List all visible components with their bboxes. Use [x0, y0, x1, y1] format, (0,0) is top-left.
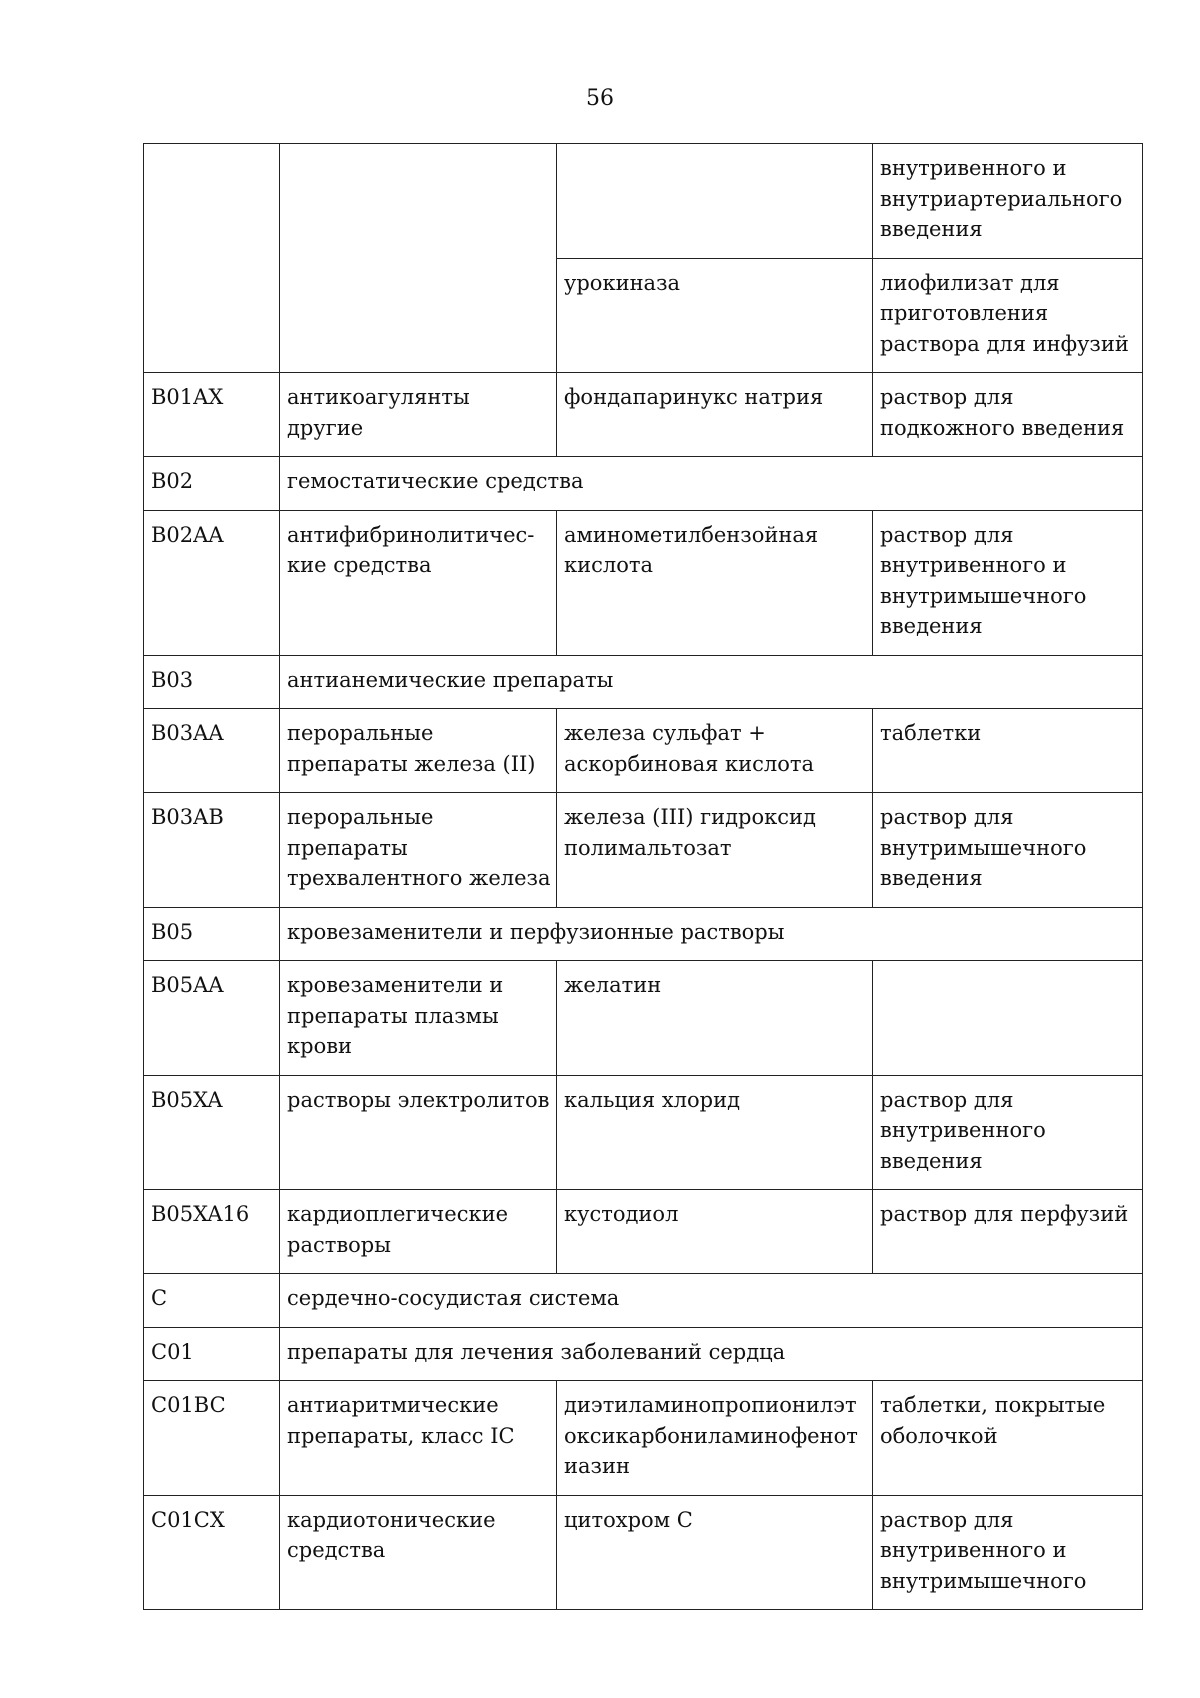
category-name-cell-line: гемостатические средства: [287, 469, 584, 493]
drug-name-cell: [557, 258, 873, 373]
pharmacological-group-cell: [280, 793, 557, 908]
pharmacological-group-cell-line: препараты плазмы: [287, 1003, 499, 1028]
pharmacological-group-cell-line: трехвалентного железа: [287, 866, 551, 890]
pharmacological-group-cell-line: антиаритмические: [287, 1393, 499, 1417]
dosage-form-cell-line: раствор для: [880, 1087, 1014, 1112]
pharmacological-group-cell-line: препараты: [287, 835, 408, 860]
atc-code-cell: [144, 1190, 280, 1274]
dosage-form-cell-line: раствора для инфузий: [880, 331, 1129, 356]
drug-name-cell: [557, 1075, 873, 1190]
atc-code-cell: [144, 1075, 280, 1190]
drug-name-cell-line: диэтиламинопропионилэт: [564, 1393, 857, 1417]
atc-code-cell: [144, 709, 280, 793]
atc-code-cell-line: B03AB: [151, 805, 224, 829]
drug-name-cell: [557, 1381, 873, 1496]
category-name-cell-line: кровезаменители и перфузионные растворы: [287, 919, 785, 944]
pharmacological-group-cell-line: растворы: [287, 1232, 391, 1257]
atc-code-cell-line: B05AA: [151, 973, 224, 997]
pharmacological-group-cell-line: кие средства: [287, 553, 432, 577]
atc-code-cell: [144, 373, 280, 457]
dosage-form-cell-line: введения: [880, 1148, 983, 1173]
category-name-cell: [280, 1274, 1143, 1328]
atc-code-cell: [144, 907, 280, 961]
drug-name-cell: [557, 373, 873, 457]
atc-code-cell: [144, 793, 280, 908]
dosage-form-cell: [873, 258, 1143, 373]
pharmacological-group-cell-line: кардиотонические: [287, 1507, 496, 1532]
pharmacological-group-cell: [280, 1190, 557, 1274]
pharmacological-group-cell-line: антикоагулянты: [287, 385, 470, 409]
dosage-form-cell-line: внутривенного и: [880, 1538, 1067, 1562]
atc-code-cell-line: C01CX: [151, 1507, 225, 1532]
drug-name-cell: [557, 1495, 873, 1610]
drug-name-cell-line: полимальтозат: [564, 835, 732, 860]
table-row: [144, 144, 1143, 259]
pharmacological-group-cell: [280, 1381, 557, 1496]
table-row: [144, 709, 1143, 793]
dosage-form-cell-line: введения: [880, 217, 983, 241]
dosage-form-cell-line: раствор для: [880, 805, 1014, 829]
pharmacological-group-cell: [280, 961, 557, 1076]
dosage-form-cell-line: внутривенного и: [880, 553, 1067, 577]
atc-code-cell: [144, 510, 280, 655]
drug-name-cell-line: железа (III) гидроксид: [564, 805, 816, 829]
atc-code-cell: [144, 655, 280, 709]
dosage-form-cell-line: внутриартериального: [880, 186, 1123, 211]
atc-code-cell-line: B05XA: [151, 1087, 223, 1112]
dosage-form-cell: [873, 373, 1143, 457]
pharmacological-group-cell: [280, 144, 557, 373]
pharmacological-group-cell: [280, 1075, 557, 1190]
dosage-form-cell: [873, 709, 1143, 793]
drug-name-cell-line: железа сульфат +: [564, 721, 766, 745]
drug-name-cell: [557, 144, 873, 259]
drug-name-cell-line: аскорбиновая кислота: [564, 751, 815, 776]
dosage-form-cell-line: раствор для перфузий: [880, 1202, 1129, 1226]
atc-code-cell: [144, 1327, 280, 1381]
category-row: [144, 655, 1143, 709]
table-row: [144, 510, 1143, 655]
dosage-form-cell-line: введения: [880, 866, 983, 890]
pharmacological-group-cell-line: препараты, класс IC: [287, 1423, 515, 1448]
dosage-form-cell: [873, 1190, 1143, 1274]
atc-code-cell-line: C01BC: [151, 1393, 226, 1417]
table-row: [144, 373, 1143, 457]
drug-name-cell-line: кислота: [564, 553, 654, 577]
dosage-form-cell-line: раствор для: [880, 522, 1014, 547]
pharmacological-group-cell: [280, 1495, 557, 1610]
dosage-form-cell-line: внутривенного и: [880, 156, 1067, 180]
dosage-form-cell-line: приготовления: [880, 301, 1049, 325]
table-row: [144, 961, 1143, 1076]
table-row: [144, 1495, 1143, 1610]
pharmacological-group-cell: [280, 510, 557, 655]
category-name-cell-line: сердечно-сосудистая система: [287, 1286, 620, 1310]
drug-name-cell-line: урокиназа: [564, 270, 681, 295]
drug-name-cell: [557, 510, 873, 655]
table-row: [144, 1075, 1143, 1190]
drug-name-cell-line: оксикарбониламинофенот: [564, 1423, 858, 1448]
drug-name-cell: [557, 961, 873, 1076]
pharmacological-group-cell-line: кардиоплегические: [287, 1202, 509, 1226]
drug-name-cell: [557, 1190, 873, 1274]
atc-code-cell-line: B05: [151, 919, 194, 944]
atc-code-cell-line: B02AA: [151, 522, 224, 547]
atc-code-cell: [144, 961, 280, 1076]
drug-name-cell-line: кустодиол: [564, 1202, 679, 1226]
pharmacological-group-cell-line: растворы электролитов: [287, 1087, 550, 1112]
category-row: [144, 457, 1143, 511]
drug-name-cell-line: цитохром С: [564, 1507, 693, 1532]
atc-code-cell: [144, 1495, 280, 1610]
atc-code-cell-line: C: [151, 1286, 168, 1310]
category-name-cell-line: препараты для лечения заболеваний сердца: [287, 1339, 786, 1364]
pharmacological-group-cell-line: пероральные: [287, 721, 434, 745]
dosage-form-cell: [873, 510, 1143, 655]
table-row: [144, 1190, 1143, 1274]
dosage-form-cell-line: внутримышечного: [880, 835, 1087, 860]
dosage-form-cell-line: раствор для: [880, 1507, 1014, 1532]
dosage-form-cell-line: лиофилизат для: [880, 270, 1060, 295]
pharmacological-group-cell: [280, 373, 557, 457]
atc-code-cell-line: B01AX: [151, 385, 224, 409]
pharmacological-group-cell-line: крови: [287, 1034, 353, 1058]
dosage-form-cell-line: таблетки: [880, 721, 982, 745]
pharmacological-group-cell-line: препараты железа (II): [287, 751, 536, 776]
page-number: 56: [586, 86, 614, 111]
drug-name-cell: [557, 709, 873, 793]
dosage-form-cell: [873, 793, 1143, 908]
pharmacological-group-cell-line: другие: [287, 415, 364, 440]
dosage-form-cell: [873, 1381, 1143, 1496]
category-row: [144, 1274, 1143, 1328]
category-name-cell: [280, 655, 1143, 709]
drug-name-cell: [557, 793, 873, 908]
dosage-form-cell-line: внутримышечного: [880, 583, 1087, 608]
atc-code-cell-line: B05XA16: [151, 1202, 250, 1226]
pharmacological-group-cell-line: кровезаменители и: [287, 973, 504, 997]
atc-code-cell: [144, 144, 280, 373]
table-body: [144, 144, 1143, 1610]
dosage-form-cell-line: оболочкой: [880, 1423, 998, 1448]
pharmacological-group-cell-line: антифибринолитичес-: [287, 522, 535, 547]
drug-name-cell-line: кальция хлорид: [564, 1087, 741, 1112]
category-row: [144, 1327, 1143, 1381]
category-name-cell: [280, 457, 1143, 511]
category-name-cell-line: антианемические препараты: [287, 667, 614, 692]
atc-code-cell-line: B03: [151, 667, 194, 692]
dosage-form-cell: [873, 1075, 1143, 1190]
dosage-form-cell-line: внутримышечного: [880, 1568, 1087, 1593]
drug-name-cell-line: желатин: [564, 973, 662, 997]
dosage-form-cell-line: введения: [880, 614, 983, 638]
category-name-cell: [280, 907, 1143, 961]
category-row: [144, 907, 1143, 961]
dosage-form-cell-line: таблетки, покрытые: [880, 1393, 1106, 1417]
atc-code-cell-line: C01: [151, 1339, 194, 1364]
dosage-form-cell-line: раствор для: [880, 385, 1014, 409]
drug-name-cell-line: фондапаринукс натрия: [564, 385, 824, 409]
drug-name-cell-line: иазин: [564, 1454, 630, 1478]
atc-code-cell: [144, 457, 280, 511]
table-row: [144, 1381, 1143, 1496]
dosage-form-cell: [873, 1495, 1143, 1610]
dosage-form-cell-line: внутривенного: [880, 1118, 1046, 1142]
table-row: [144, 793, 1143, 908]
dosage-form-cell: [873, 144, 1143, 259]
drug-name-cell-line: аминометилбензойная: [564, 522, 819, 547]
atc-code-cell: [144, 1381, 280, 1496]
pharmacological-group-cell-line: средства: [287, 1538, 386, 1562]
atc-code-cell-line: B03AA: [151, 721, 224, 745]
atc-code-cell-line: B02: [151, 469, 194, 493]
pharmacological-group-cell: [280, 709, 557, 793]
dosage-form-cell-line: подкожного введения: [880, 415, 1125, 440]
dosage-form-cell: [873, 961, 1143, 1076]
atc-code-cell: [144, 1274, 280, 1328]
atc-drug-table: [143, 143, 1143, 1610]
category-name-cell: [280, 1327, 1143, 1381]
pharmacological-group-cell-line: пероральные: [287, 805, 434, 829]
